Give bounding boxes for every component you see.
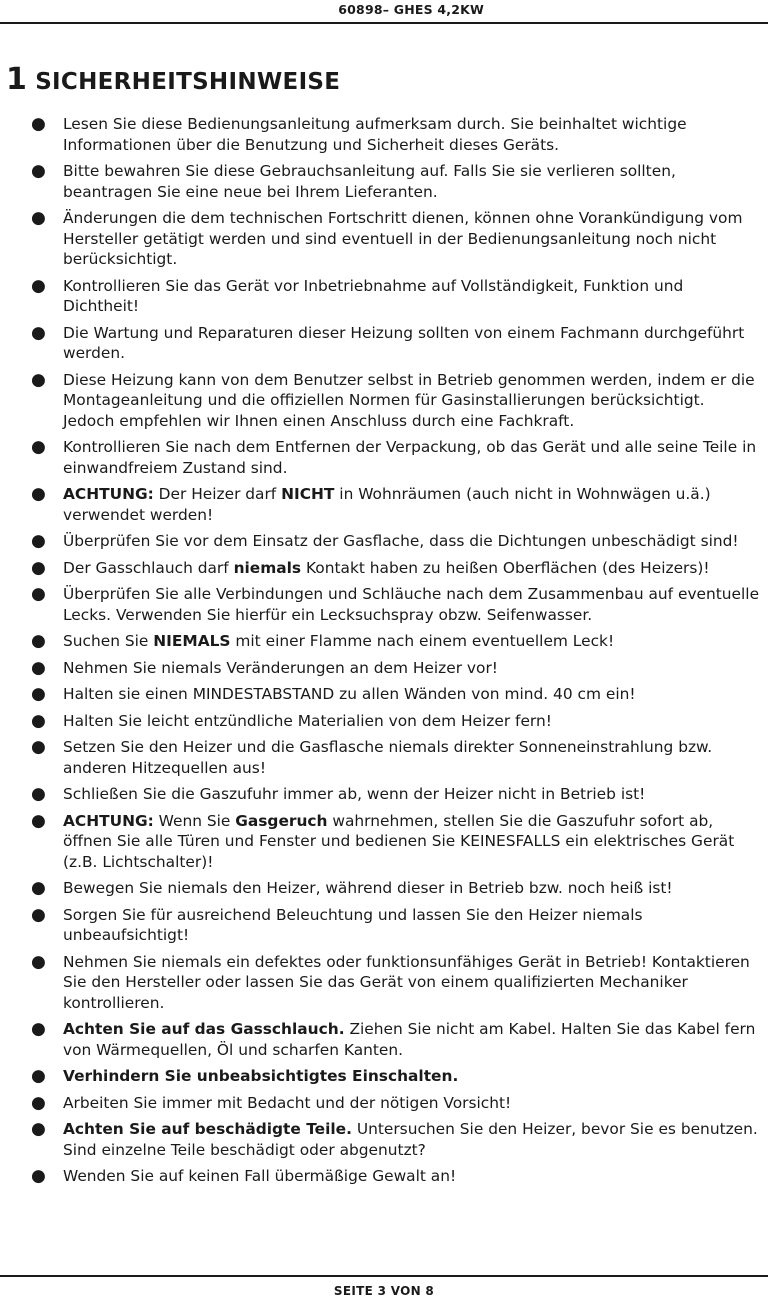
item-text: Änderungen die dem technischen Fortschritt dienen, können ohne Vorankündigung vom Hersteller getätigt werden und sind eventuell in der Bedienungsanleitung noch nicht berücksichtigt.: [63, 209, 743, 268]
list-item: [0, 905, 768, 946]
item-text: Arbeiten Sie immer mit Bedacht und der nötigen Vorsicht!: [63, 1093, 512, 1112]
bullet-icon: ●: [31, 437, 46, 457]
list-item: [0, 1119, 768, 1160]
section-title: [6, 60, 340, 102]
list-item: [0, 631, 768, 652]
emphasis-text: ACHTUNG:: [63, 811, 154, 830]
header-divider: [0, 22, 768, 24]
bullet-icon: ●: [31, 1092, 46, 1113]
footer-divider: [0, 1275, 768, 1277]
bullet-icon: ●: [31, 904, 46, 925]
bullet-icon: ●: [31, 584, 46, 604]
item-text: Suchen Sie: [63, 632, 154, 650]
bullet-icon: ●: [31, 114, 46, 134]
section-number: 1: [6, 62, 28, 97]
item-text: mit einer Flamme nach einem eventuellem Leck!: [230, 632, 615, 650]
bullet-icon: ●: [31, 484, 46, 504]
list-item: [0, 1166, 768, 1187]
item-text: Der Heizer darf: [153, 485, 282, 503]
emphasis-text: Gasgeruch: [235, 811, 328, 830]
bullet-icon: ●: [31, 737, 46, 757]
item-text: Die Wartung und Reparaturen dieser Heizung sollten von einem Fachmann durchgeführt werden.: [63, 323, 745, 362]
item-text: Kontrollieren Sie das Gerät vor Inbetriebnahme auf Vollständigkeit, Funktion und Dichtheit!: [63, 276, 684, 315]
list-item: [0, 531, 768, 552]
emphasis-text: NIEMALS: [153, 632, 231, 650]
item-text: Diese Heizung kann von dem Benutzer selbst in Betrieb genommen werden, indem er die Montageanleitung und die offiziellen Normen für Gasinstallierungen berücksichtigt. Jedoch empfehlen wir Ihnen einen Anschluss durch eine Fachkraft.: [63, 370, 755, 430]
list-item: [0, 208, 768, 270]
bullet-icon: ●: [31, 684, 46, 704]
list-item: [0, 484, 768, 525]
bullet-icon: ●: [31, 1066, 46, 1086]
list-item: [0, 276, 768, 317]
item-text: Kontrollieren Sie nach dem Entfernen der Verpackung, ob das Gerät und alle seine Teile in einwandfreiem Zustand sind.: [63, 438, 757, 477]
item-text: Bewegen Sie niemals den Heizer, während dieser in Betrieb bzw. noch heiß ist!: [63, 879, 673, 897]
bullet-icon: ●: [31, 710, 46, 731]
bullet-icon: ●: [31, 275, 46, 296]
item-text: Nehmen Sie niemals Veränderungen an dem Heizer vor!: [63, 658, 498, 677]
list-item: [0, 684, 768, 705]
item-text: Bitte bewahren Sie diese Gebrauchsanleitung auf. Falls Sie sie verlieren sollten, beantragen Sie eine neue bei Ihrem Lieferanten.: [63, 162, 676, 201]
bullet-icon: ●: [31, 878, 46, 898]
bullet-icon: ●: [31, 810, 46, 831]
list-item: [0, 811, 768, 873]
bullet-icon: ●: [31, 557, 46, 578]
list-item: [0, 1066, 768, 1087]
bullet-icon: ●: [31, 631, 46, 651]
list-item: [0, 437, 768, 478]
list-item: [0, 878, 768, 899]
list-item: [0, 737, 768, 778]
list-item: [0, 952, 768, 1014]
item-text: Setzen Sie den Heizer und die Gasflasche niemals direkter Sonneneinstrahlung bzw. anderen Hitzequellen aus!: [63, 738, 713, 777]
section-heading: SICHERHEITSHINWEISE: [35, 69, 341, 95]
item-text: Schließen Sie die Gaszufuhr immer ab, wenn der Heizer nicht in Betrieb ist!: [63, 785, 646, 803]
bullet-icon: ●: [31, 161, 46, 181]
safety-instructions-list: [0, 114, 768, 1193]
list-item: [0, 114, 768, 155]
bullet-icon: ●: [31, 369, 46, 390]
list-item: [0, 558, 768, 579]
list-item: [0, 658, 768, 679]
item-text: Wenden Sie auf keinen Fall übermäßige Gewalt an!: [63, 1167, 457, 1185]
bullet-icon: ●: [31, 1019, 46, 1039]
page-number: SEITE 3 VON 8: [333, 1284, 435, 1298]
list-item: [0, 161, 768, 202]
bullet-icon: ●: [31, 1119, 46, 1139]
bullet-icon: ●: [31, 531, 46, 551]
list-item: [0, 784, 768, 805]
item-text: in Wohnräumen (auch nicht in Wohnwägen u.ä.) verwendet werden!: [63, 485, 711, 524]
emphasis-text: NICHT: [281, 485, 335, 503]
emphasis-text: Verhindern Sie unbeabsichtigtes Einschalten.: [63, 1067, 459, 1085]
list-item: [0, 1093, 768, 1114]
item-text: Der Gasschlauch darf: [63, 558, 234, 577]
list-item: [0, 711, 768, 732]
item-text: Untersuchen Sie den Heizer, bevor Sie es benutzen. Sind einzelne Teile beschädigt oder abgenutzt?: [63, 1120, 758, 1159]
bullet-icon: ●: [31, 657, 46, 678]
item-text: Überprüfen Sie vor dem Einsatz der Gasflache, dass die Dichtungen unbeschädigt sind!: [63, 532, 739, 550]
list-item: [0, 323, 768, 364]
bullet-icon: ●: [31, 322, 46, 343]
item-text: wahrnehmen, stellen Sie die Gaszufuhr sofort ab, öffnen Sie alle Türen und Fenster und bedienen Sie KEINESFALLS ein elektrisches Gerät (z.B. Lichtschalter)!: [63, 811, 735, 871]
item-text: Kontakt haben zu heißen Oberflächen (des Heizers)!: [301, 558, 710, 577]
emphasis-text: niemals: [233, 558, 302, 577]
document-header: 60898– GHES 4,2KW: [338, 2, 484, 17]
item-text: Ziehen Sie nicht am Kabel. Halten Sie das Kabel fern von Wärmequellen, Öl und scharfen Kanten.: [63, 1020, 756, 1059]
item-text: Lesen Sie diese Bedienungsanleitung aufmerksam durch. Sie beinhaltet wichtige Informationen über die Benutzung und Sicherheit dieses Geräts.: [63, 115, 687, 154]
bullet-icon: ●: [31, 1166, 46, 1186]
item-text: Überprüfen Sie alle Verbindungen und Schläuche nach dem Zusammenbau auf eventuelle Lecks. Verwenden Sie hierfür ein Lecksuchspray obzw. Seifenwasser.: [63, 585, 760, 624]
list-item: [0, 584, 768, 625]
item-text: Nehmen Sie niemals ein defektes oder funktionsunfähiges Gerät in Betrieb! Kontaktieren Sie den Hersteller oder lassen Sie das Gerät von einem qualifizierten Mechaniker kontrollieren.: [63, 952, 750, 1012]
list-item: [0, 370, 768, 432]
item-text: Wenn Sie: [153, 811, 236, 830]
item-text: Halten sie einen MINDESTABSTAND zu allen Wänden von mind. 40 cm ein!: [63, 685, 636, 703]
emphasis-text: ACHTUNG:: [63, 485, 154, 503]
bullet-icon: ●: [31, 784, 46, 804]
bullet-icon: ●: [31, 951, 46, 972]
item-text: Halten Sie leicht entzündliche Materialien von dem Heizer fern!: [63, 711, 552, 730]
list-item: [0, 1019, 768, 1060]
emphasis-text: Achten Sie auf das Gasschlauch.: [63, 1020, 345, 1038]
item-text: Sorgen Sie für ausreichend Beleuchtung und lassen Sie den Heizer niemals unbeaufsichtigt!: [63, 905, 643, 944]
emphasis-text: Achten Sie auf beschädigte Teile.: [63, 1120, 352, 1138]
bullet-icon: ●: [31, 208, 46, 228]
